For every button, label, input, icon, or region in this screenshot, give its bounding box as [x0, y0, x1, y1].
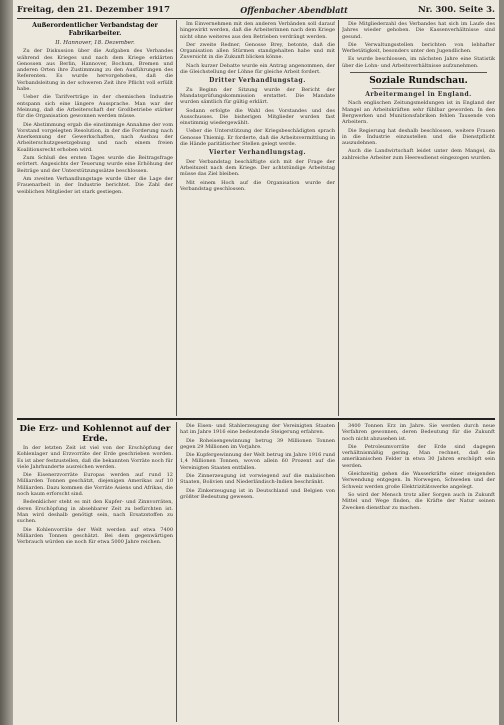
article-paragraph: Mit einem Hoch auf die Organisation wurde der Verbandstag geschlossen.: [180, 179, 335, 192]
article-paragraph: Zu Beginn der Sitzung wurde der Bericht der Mandatsprüfungskommission erstattet. Die Mandate wurden sämtlich für gültig erklärt.: [180, 86, 335, 106]
section-title: Soziale Rundschau.: [369, 76, 468, 87]
newspaper-page: [13, 0, 499, 725]
article-headline: Außerordentlicher Verbandstag der Fabrikarbeiter.: [32, 22, 158, 37]
article-paragraph: Nach kurzer Debatte wurde ein Antrag angenommen, der die Gleichstellung der Löhne für gleiche Arbeit fordert.: [180, 62, 335, 76]
article-paragraph: Nach englischen Zeitungsmeldungen ist in England der Mangel an Arbeitskräften sehr fühlbar geworden. In den Bergwerken und Munitionsfabriken fehlen Tausende von Arbeitern.: [342, 100, 495, 126]
article-paragraph: Die Zinnerzeugung ist vorwiegend auf die malaiischen Staaten, Bolivien und Niederländisch-Indien beschränkt.: [180, 473, 335, 486]
article-paragraph: Die Zinkerzeugung ist in Deutschland und Belgien von größter Bedeutung gewesen.: [180, 487, 335, 500]
article-paragraph: Auch die Landwirtschaft leidet unter dem Mangel, da zahlreiche Arbeiter zum Heeresdienst eingezogen wurden.: [342, 148, 495, 161]
article-paragraph: Ueber die Unterstützung der Kriegsbeschädigten sprach Genosse Thiemig. Er forderte, daß die Arbeitsvermittlung in die Hände paritätischer Stellen gelegt werde.: [180, 128, 335, 148]
article-paragraph: Die Eisen- und Stahlerzeugung der Vereinigten Staaten hat im Jahre 1916 eine bedeutende Steigerung erfahren.: [180, 423, 335, 436]
article-paragraph: Die Kohlenvorräte der Welt werden auf etwa 7400 Milliarden Tonnen geschätzt. Bei dem gegenwärtigen Verbrauch würden sie noch für etwa 5000 Jahre reichen.: [17, 526, 173, 546]
column-divider: [338, 422, 339, 722]
section-heading: Vierter Verhandlungstag.: [208, 149, 307, 157]
masthead-number-page: Nr. 300. Seite 3.: [418, 5, 495, 15]
article-dateline: II. Hannover, 18. Dezember.: [55, 40, 135, 46]
article-paragraph: Zu der Diskussion über die Aufgaben des Verbandes während des Krieges und nach dem Kriege erklärten Genossen aus Berlin, Hannover, Bochum, Bremen und anderen Orten ihre Zustimmung zu den Ausführungen des Referenten. Es wurde hervorgehoben, daß die Verbandsleitung in der schweren Zeit ihre Pflicht voll erfüllt habe.: [17, 48, 173, 93]
article-paragraph: Der Verbandstag beschäftigte sich mit der Frage der Arbeitszeit nach dem Kriege. Der achtstündige Arbeitstag müsse das Ziel bleiben.: [180, 158, 335, 178]
article-paragraph: Gleichzeitig gehen die Wasserkräfte einer steigenden Verwendung entgegen. In Norwegen, Schweden und der Schweiz werden große Elektrizitätswerke angelegt.: [342, 471, 495, 490]
article-column-1: [17, 21, 173, 415]
title-underline: [372, 88, 465, 89]
feuilleton-column-1: [17, 423, 173, 723]
article-paragraph: Bedenklicher steht es mit den Kupfer- und Zinnvorräten, deren Erschöpfung in absehbarer Zeit zu befürchten ist. Man wird deshalb genötigt sein, nach Ersatzstoffen zu suchen.: [17, 499, 173, 525]
section-heading: Dritter Verhandlungstag.: [209, 77, 306, 85]
article-paragraph: Die Abstimmung ergab die einstimmige Annahme der vom Vorstand vorgelegten Resolution, in der die Forderung nach Anerkennung der Gewerkschaften, nach Ausbau der Arbeiterschutzgesetzgebung und nach einem freien Koalitionsrecht erhoben wird.: [17, 121, 173, 153]
article-paragraph: Die Roheisengewinnung betrug 39 Millionen Tonnen gegen 29 Millionen im Vorjahre.: [180, 437, 335, 450]
column-divider: [338, 20, 339, 416]
masthead-rule: [17, 18, 495, 19]
article-paragraph: Die Mitgliederzahl des Verbandes hat sich im Laufe des Jahres wieder gehoben. Die Kassenverhältnisse sind gesund.: [342, 21, 495, 40]
masthead-date: Freitag, den 21. Dezember 1917: [17, 5, 170, 15]
article-paragraph: Die Regierung hat deshalb beschlossen, weitere Frauen in die Industrie einzustellen und die Dienstpflicht auszudehnen.: [342, 127, 495, 147]
article-paragraph: Zum Schluß des ersten Tages wurde die Beitragsfrage erörtert. Angesichts der Teuerung wurde eine Erhöhung der Beiträge und der Unterstützungssätze beschlossen.: [17, 155, 173, 174]
feuilleton-column-3: [342, 423, 495, 723]
article-paragraph: 3400 Tonnen Erz im Jahre. Sie werden durch neue Verfahren gewonnen, deren Bedeutung für die Zukunft noch nicht abzusehen ist.: [342, 423, 495, 442]
article-column-2: [180, 21, 335, 415]
article-paragraph: So wird der Mensch trotz aller Sorgen auch in Zukunft Mittel und Wege finden, die Kräfte der Natur seinen Zwecken dienstbar zu machen.: [342, 491, 495, 511]
article-paragraph: Die Verwaltungsstellen berichten von lebhafter Werbetätigkeit, besonders unter den Jugendlichen.: [342, 41, 495, 55]
article-paragraph: Die Eisenerzvorräte Europas werden auf rund 12 Milliarden Tonnen geschätzt, diejenigen Amerikas auf 10 Milliarden. Dazu kommen die Vorräte Asiens und Afrikas, die noch kaum erforscht sind.: [17, 472, 173, 498]
feuilleton-rule: [17, 418, 495, 420]
section-divider: [350, 72, 487, 73]
column-divider: [176, 422, 177, 722]
masthead-paper-name: Offenbacher Abendblatt: [240, 5, 348, 15]
article-paragraph: In der letzten Zeit ist viel von der Erschöpfung der Kohlenlager und Erzvorräte der Erde geschrieben worden. Es ist aber festzustellen, daß die bekannten Vorräte noch für viele Jahrhunderte ausreichen werden.: [17, 445, 173, 470]
masthead: [17, 3, 495, 17]
article-column-3: [342, 21, 495, 415]
page-binding-edge: [0, 0, 13, 725]
article-paragraph: Der zweite Redner, Genosse Brey, betonte, daß die Organisation allen Stürmen standgehalten habe und mit Zuversicht in die Zukunft blicken könne.: [180, 41, 335, 61]
subsection-heading: Arbeitermangel in England.: [365, 91, 472, 99]
article-paragraph: Am zweiten Verhandlungstage wurde über die Lage der Frauenarbeit in der Industrie berichtet. Die Zahl der weiblichen Mitglieder ist stark gestiegen.: [17, 175, 173, 195]
feuilleton-headline: Die Erz- und Kohlennot auf der Erde.: [19, 424, 171, 444]
article-paragraph: Es wurde beschlossen, im nächsten Jahre eine Statistik über die Lohn- und Arbeitsverhältnisse aufzunehmen.: [342, 56, 495, 69]
article-paragraph: Die Petroleumvorräte der Erde sind dagegen verhältnismäßig gering. Man rechnet, daß die amerikanischen Felder in etwa 30 Jahren erschöpft sein werden.: [342, 443, 495, 469]
article-paragraph: Sodann erfolgte die Wahl des Vorstandes und des Ausschusses. Die bisherigen Mitglieder wurden fast einstimmig wiedergewählt.: [180, 107, 335, 127]
article-paragraph: Ueber die Tarifverträge in der chemischen Industrie entspann sich eine längere Aussprache. Man war der Meinung, daß die Arbeiterschaft der Großbetriebe stärker für die Organisation gewonnen werden müsse.: [17, 94, 173, 120]
article-paragraph: Im Einvernehmen mit den anderen Verbänden soll darauf hingewirkt werden, daß die Arbeiterinnen nach dem Kriege nicht ohne weiteres aus den Betrieben verdrängt werden.: [180, 21, 335, 40]
feuilleton-column-2: [180, 423, 335, 723]
article-paragraph: Die Kupfergewinnung der Welt betrug im Jahre 1916 rund 1,4 Millionen Tonnen, wovon allein 60 Prozent auf die Vereinigten Staaten entfallen.: [180, 452, 335, 471]
column-divider: [176, 20, 177, 416]
